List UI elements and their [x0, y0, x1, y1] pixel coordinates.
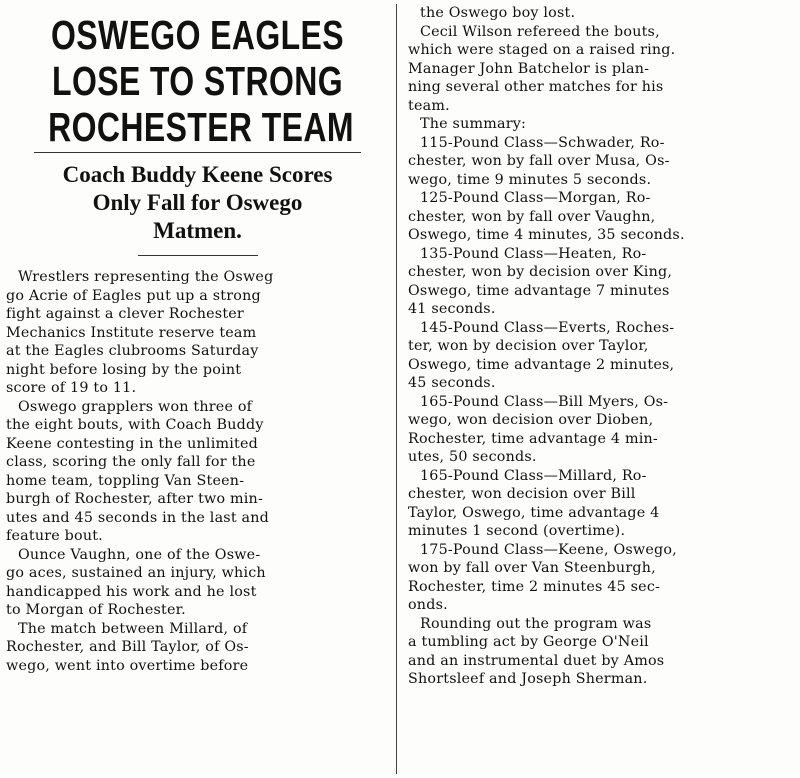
text-line: fight against a clever Rochester	[6, 306, 244, 322]
text-line: onds.	[408, 597, 448, 613]
text-line: The summary:	[420, 116, 527, 132]
text-line: Oswego, time 4 minutes, 35 seconds.	[408, 227, 685, 243]
left-column	[6, 0, 389, 778]
text-line: Rochester, time advantage 4 min-	[408, 430, 658, 447]
text-line: utes and 45 seconds in the last and	[6, 509, 270, 526]
text-line: Ounce Vaughn, one of the Oswe-	[18, 546, 261, 563]
article-paragraph	[408, 541, 792, 615]
text-line: class, scoring the only fall for the	[6, 454, 256, 470]
text-line: utes, 50 seconds.	[408, 449, 537, 465]
text-line: 45 seconds.	[408, 375, 496, 391]
right-article-body	[408, 4, 792, 689]
text-line: Rounding out the program was	[420, 615, 652, 632]
text-line: Rochester, and Bill Taylor, of Os-	[6, 639, 249, 655]
article-paragraph	[408, 467, 792, 541]
subheadline-line: Only Fall for Oswego	[92, 190, 303, 215]
section-rule	[138, 255, 258, 256]
column-rule	[396, 4, 397, 774]
text-line: Cecil Wilson refereed the bouts,	[420, 23, 660, 40]
text-line: team.	[408, 97, 450, 114]
headline-line: LOSE TO STRONG	[52, 58, 343, 104]
text-line: feature bout.	[6, 528, 103, 544]
article-paragraph	[408, 189, 792, 245]
article-paragraph	[6, 398, 389, 546]
text-line: a tumbling act by George O'Neil	[408, 634, 649, 650]
text-line: The match between Millard, of	[18, 620, 248, 637]
article-paragraph	[408, 134, 792, 190]
text-line: 165-Pound Class—Bill Myers, Os-	[420, 393, 669, 410]
article-paragraph	[408, 615, 792, 689]
text-line: ning several other matches for his	[408, 79, 664, 95]
headline-line: ROCHESTER TEAM	[48, 104, 354, 150]
article-paragraph	[6, 620, 389, 676]
text-line: 165-Pound Class—Millard, Ro-	[420, 467, 647, 484]
text-line: wego, won decision over Dioben,	[408, 412, 654, 428]
text-line: to Morgan of Rochester.	[6, 602, 186, 618]
text-line: go aces, sustained an injury, which	[6, 565, 266, 581]
text-line: night before losing by the point	[6, 361, 242, 378]
text-line: 175-Pound Class—Keene, Oswego,	[420, 541, 677, 558]
text-line: 125-Pound Class—Morgan, Ro-	[420, 190, 651, 206]
text-line: Wrestlers representing the Osweg	[18, 269, 274, 285]
text-line: go Acrie of Eagles put up a strong	[6, 287, 261, 304]
text-line: Oswego, time advantage 2 minutes,	[408, 356, 675, 373]
text-line: and an instrumental duet by Amos	[408, 652, 665, 669]
text-line: the Oswego boy lost.	[420, 5, 576, 21]
article-paragraph	[6, 268, 389, 398]
headline-line: OSWEGO EAGLES	[51, 12, 344, 58]
text-line: score of 19 to 11.	[6, 380, 137, 396]
text-line: Mechanics Institute reserve team	[6, 324, 257, 341]
article-paragraph	[408, 393, 792, 467]
article-paragraph	[408, 319, 792, 393]
text-line: chester, won by decision over King,	[408, 264, 673, 280]
text-line: chester, won decision over Bill	[408, 486, 636, 502]
subheadline-line: Coach Buddy Keene Scores	[62, 162, 333, 187]
left-article-body	[6, 268, 389, 675]
article-paragraph	[408, 23, 792, 116]
text-line: Manager John Batchelor is plan-	[408, 60, 650, 77]
text-line: handicapped his work and he lost	[6, 583, 257, 600]
text-line: Rochester, time 2 minutes 45 sec-	[408, 578, 661, 595]
text-line: 41 seconds.	[408, 301, 496, 317]
text-line: Oswego grapplers won three of	[18, 398, 253, 415]
article-paragraph	[408, 115, 792, 134]
subheadline-line: Matmen.	[153, 218, 242, 243]
text-line: 145-Pound Class—Everts, Roches-	[420, 319, 675, 336]
text-line: chester, won by fall over Musa, Os-	[408, 153, 670, 169]
text-line: 135-Pound Class—Heaten, Ro-	[420, 245, 647, 262]
text-line: which were staged on a raised ring.	[408, 42, 676, 58]
article-paragraph	[408, 4, 792, 23]
text-line: the eight bouts, with Coach Buddy	[6, 417, 264, 433]
text-line: Keene contesting in the unlimited	[6, 435, 258, 452]
headline	[48, 12, 354, 150]
text-line: Oswego, time advantage 7 minutes	[408, 282, 670, 299]
right-column	[408, 0, 792, 778]
text-line: burgh of Rochester, after two min-	[6, 491, 263, 507]
article-paragraph	[408, 245, 792, 319]
text-line: won by fall over Van Steenburgh,	[408, 560, 656, 576]
text-line: wego, went into overtime before	[6, 657, 249, 674]
text-line: wego, time 9 minutes 5 seconds.	[408, 171, 652, 188]
text-line: ter, won by decision over Taylor,	[408, 338, 649, 354]
text-line: chester, won by fall over Vaughn,	[408, 208, 656, 225]
text-line: minutes 1 second (overtime).	[408, 523, 626, 539]
text-line: Taylor, Oswego, time advantage 4	[408, 504, 660, 521]
text-line: at the Eagles clubrooms Saturday	[6, 343, 259, 359]
text-line: home team, toppling Van Steen-	[6, 472, 245, 489]
text-line: 115-Pound Class—Schwader, Ro-	[420, 134, 665, 151]
subheadline	[6, 161, 389, 245]
article-paragraph	[6, 546, 389, 620]
text-line: Shortsleef and Joseph Sherman.	[408, 671, 648, 687]
headline-rule	[34, 152, 361, 153]
